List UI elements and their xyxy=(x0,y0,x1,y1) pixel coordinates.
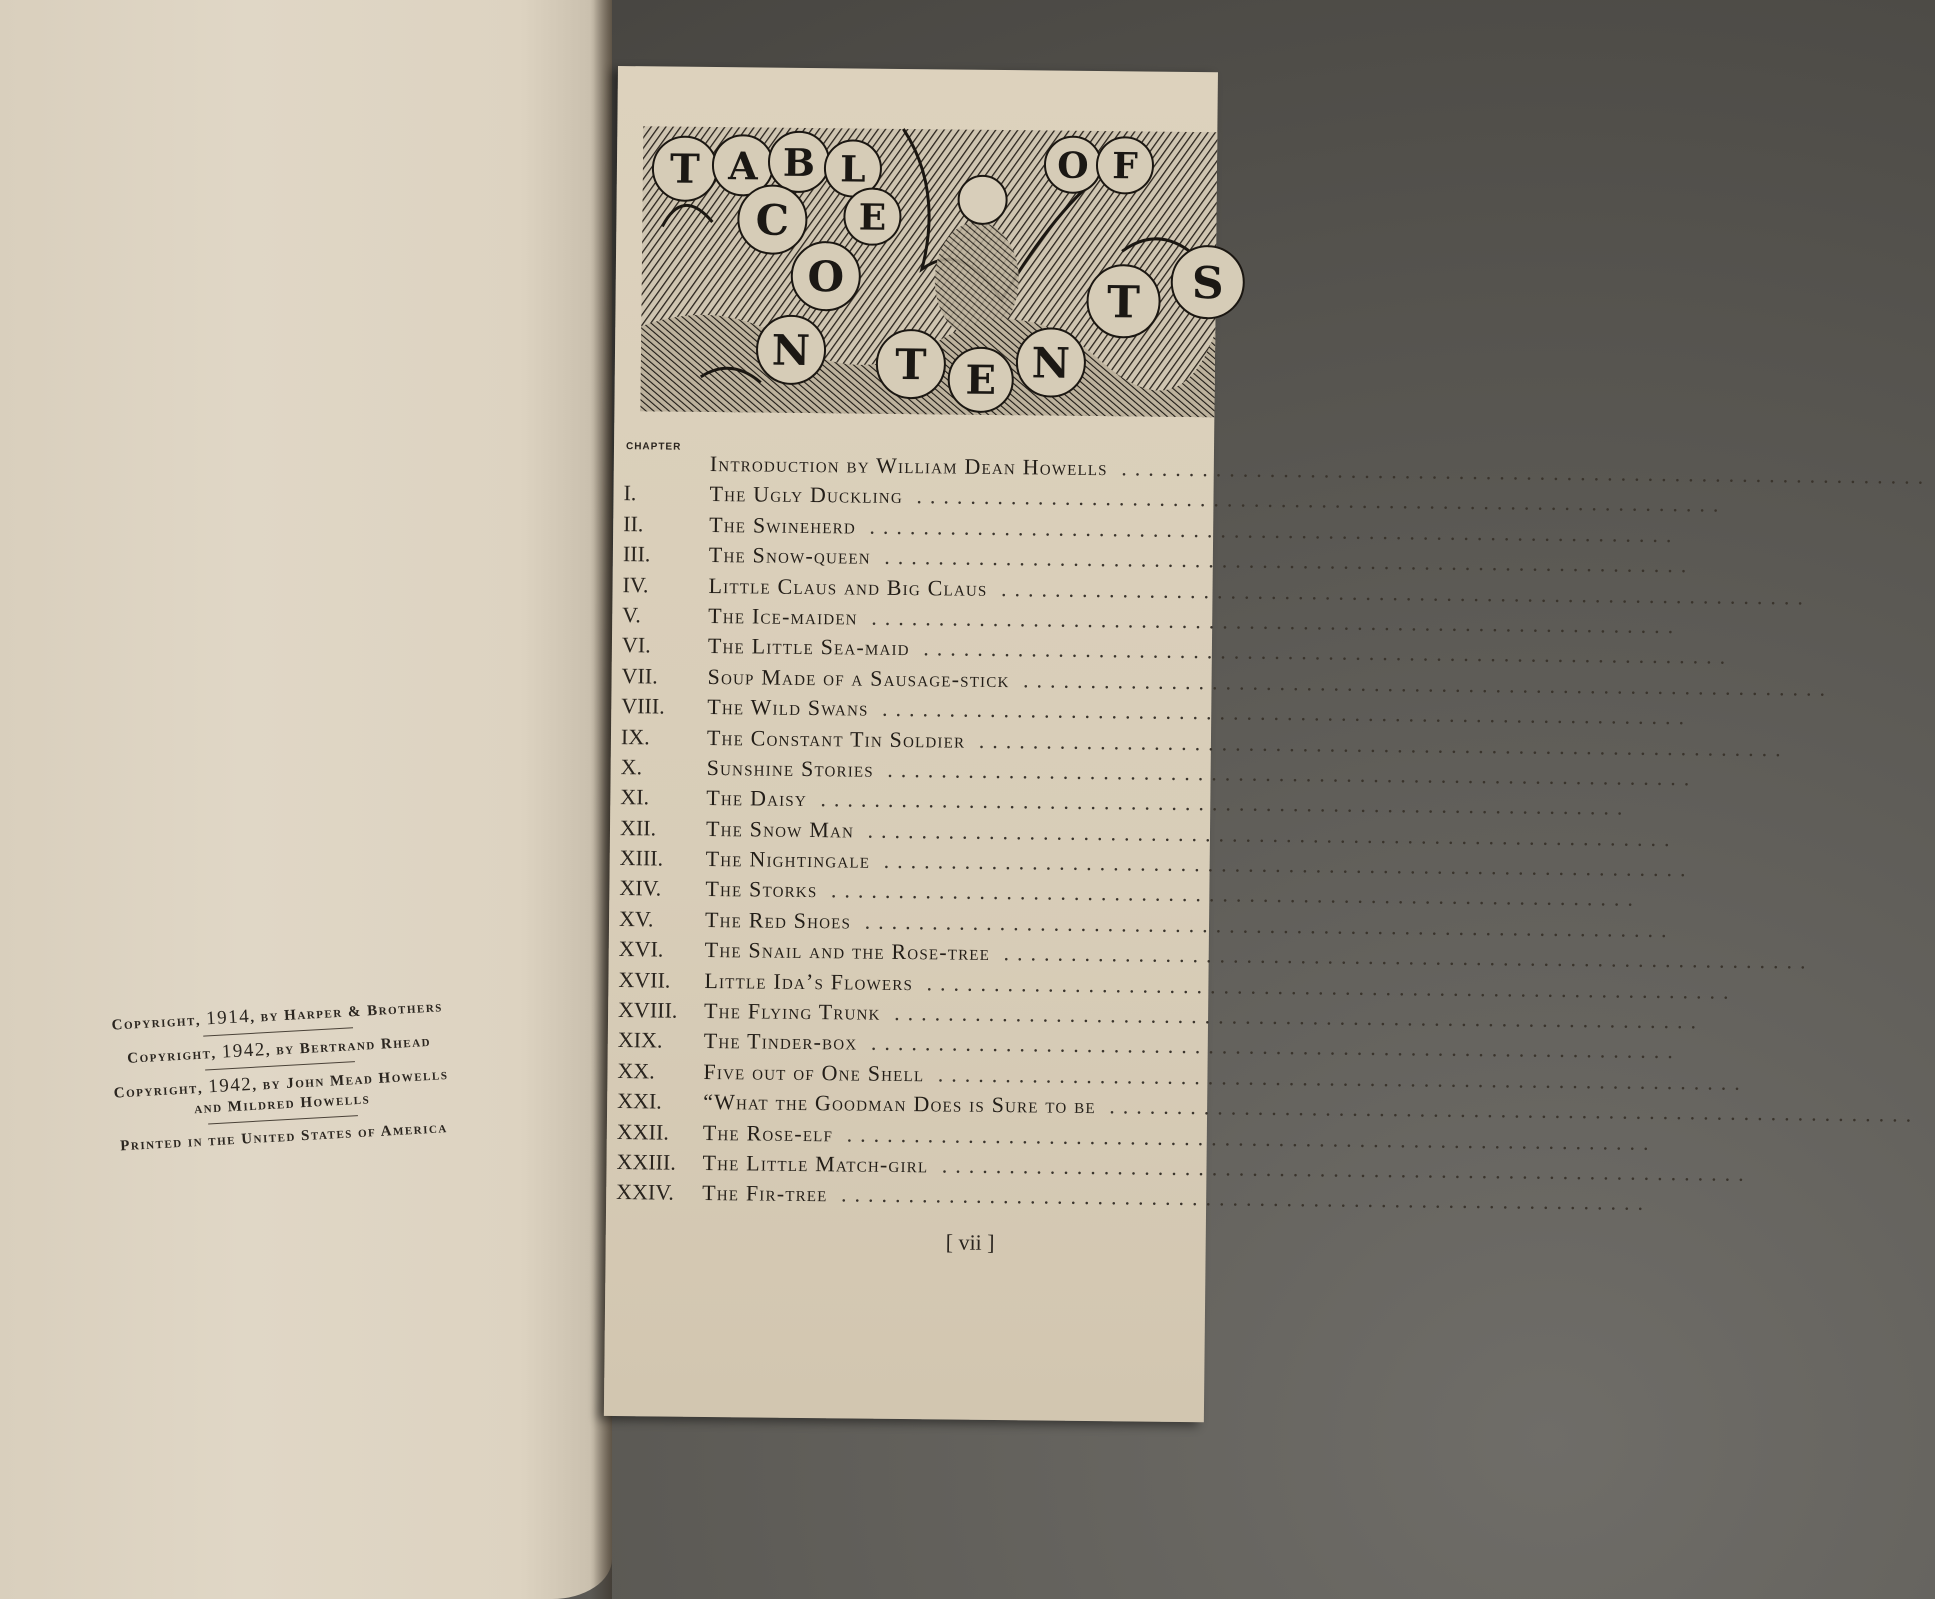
letter-disk xyxy=(844,188,901,245)
chapter-title-text: “What the Goodman Does is Sure to be xyxy=(703,1089,1096,1119)
chapter-title-text: The Constant Tin Soldier xyxy=(706,724,966,753)
leader-dots: ............................................................ xyxy=(854,817,1678,851)
leader-dots: ............................................................ xyxy=(870,847,1694,882)
chapter-number: XI. xyxy=(620,784,650,810)
left-page xyxy=(0,0,612,1599)
leader-dots: ............................................................ xyxy=(928,1152,1752,1186)
header-letter: A xyxy=(727,143,758,189)
copyright-text: Copyright, xyxy=(113,1080,209,1102)
chapter-number: IV. xyxy=(622,571,649,597)
chapter-title-text: The Storks xyxy=(705,876,818,903)
chapter-number: XII. xyxy=(619,814,657,841)
chapter-number: XVI. xyxy=(618,936,664,962)
chapter-number: XXIII. xyxy=(616,1149,676,1175)
leader-dots: ............................................................ xyxy=(1107,455,1932,489)
letter-disk xyxy=(653,136,718,201)
header-letter: C xyxy=(755,195,790,245)
chapter-title-text: The Fir-tree xyxy=(702,1180,828,1207)
letter-disk xyxy=(769,132,830,193)
header-letter: T xyxy=(1106,277,1141,329)
chapter-title-text: The Rose-elf xyxy=(702,1119,834,1146)
leader-dots: ............................................................ xyxy=(833,1120,1657,1155)
leader-dots: ............................................................ xyxy=(987,575,1812,610)
chapter-title-text: The Little Sea-maid xyxy=(707,633,910,661)
copyright-year: 1942 xyxy=(207,1073,253,1098)
chapter-number: II. xyxy=(623,510,644,537)
chapter-number: XVII. xyxy=(618,966,671,993)
chapter-title-text: The Snow-queen xyxy=(708,542,871,569)
leader-dots: ............................................................ xyxy=(1009,666,1834,701)
chapter-number: X. xyxy=(620,753,643,780)
chapter-number: XXII. xyxy=(616,1118,669,1145)
letter-disk xyxy=(1045,136,1102,193)
header-letter: T xyxy=(669,145,701,193)
copyright-holder: , by Harper & Brothers xyxy=(249,999,444,1026)
header-letter: O xyxy=(807,251,845,302)
letter-disk xyxy=(1171,246,1244,319)
chapter-title-text: The Little Match-girl xyxy=(702,1149,929,1178)
chapter-number: VII. xyxy=(621,662,658,689)
chapter-title-text: The Nightingale xyxy=(705,846,871,873)
chapter-title-text: The Flying Trunk xyxy=(703,997,881,1025)
leader-dots: ............................................................ xyxy=(1095,1093,1920,1127)
letter-disk xyxy=(948,347,1013,412)
chapter-number: VIII. xyxy=(621,693,665,719)
header-letter: F xyxy=(1111,145,1138,188)
chapter-column-label: CHAPTER xyxy=(625,441,682,453)
copyright-holder: , by John Mead Howells xyxy=(251,1066,449,1094)
leader-dots: ............................................................ xyxy=(965,727,1789,761)
leader-dots: ............................................................ xyxy=(868,695,1693,730)
copyright-holder: , by Bertrand Rhead xyxy=(265,1033,432,1060)
header-letter: T xyxy=(895,339,927,390)
letter-disk xyxy=(1087,265,1160,338)
chapter-title xyxy=(702,1180,1652,1216)
chapter-number: III. xyxy=(622,541,651,567)
toc-entry xyxy=(616,1175,1652,1216)
chapter-number: XVIII. xyxy=(617,997,678,1023)
chapter-title-text: The Ugly Duckling xyxy=(709,481,904,509)
chapter-number: XXIV. xyxy=(616,1179,674,1206)
chapter-number: IX. xyxy=(620,723,650,749)
leader-dots: ............................................................ xyxy=(909,635,1734,670)
leader-dots: ............................................................ xyxy=(855,513,1680,547)
copyright-text: and Mildred Howells xyxy=(193,1091,371,1118)
table-of-contents-list xyxy=(616,446,1932,1216)
header-letter: E xyxy=(965,356,997,404)
letter-disk xyxy=(738,185,807,254)
copyright-block xyxy=(52,993,509,1160)
header-letter: L xyxy=(840,148,866,191)
header-letter: B xyxy=(782,139,816,186)
chapter-title-text: The Snow Man xyxy=(705,815,855,843)
leader-dots: ............................................................ xyxy=(902,483,1727,518)
chapter-number: XIX. xyxy=(617,1027,663,1053)
leader-dots: ............................................................ xyxy=(924,1061,1748,1095)
letter-disk xyxy=(1097,137,1154,194)
letter-disk xyxy=(757,315,826,384)
chapter-title-text: Five out of One Shell xyxy=(703,1058,925,1087)
chapter-title-text: The Swineherd xyxy=(709,511,857,539)
header-engraving xyxy=(640,126,1224,417)
chapter-number: XIV. xyxy=(619,875,662,901)
leader-dots: ............................................................ xyxy=(857,604,1682,639)
letter-disk xyxy=(877,330,946,399)
leader-dots: ............................................................ xyxy=(806,786,1631,820)
leader-dots: ............................................................ xyxy=(873,756,1698,791)
chapter-title-text: Soup Made of a Sausage-stick xyxy=(707,663,1010,692)
header-letter: N xyxy=(1031,338,1071,388)
leader-dots: ............................................................ xyxy=(817,877,1642,912)
chapter-number: VI. xyxy=(621,632,651,658)
chapter-title-text: Little Ida’s Flowers xyxy=(704,967,914,995)
letter-disk xyxy=(791,242,860,311)
leader-dots: ............................................................ xyxy=(989,940,1814,974)
chapter-title-text: Introduction by William Dean Howells xyxy=(709,450,1108,481)
chapter-title-text: Sunshine Stories xyxy=(706,754,875,782)
printed-in-text: Printed in the United States of America xyxy=(119,1120,449,1155)
leader-dots: ............................................................ xyxy=(851,908,1675,942)
chapter-title-text: The Wild Swans xyxy=(707,694,869,721)
leader-dots: ............................................................ xyxy=(870,543,1695,578)
header-letter: S xyxy=(1191,258,1224,310)
copyright-text: Copyright, xyxy=(126,1045,223,1067)
page-number: [ vii ] xyxy=(945,1229,995,1256)
chapter-number: V. xyxy=(622,602,641,628)
header-letter: E xyxy=(858,196,887,239)
leader-dots: ............................................................ xyxy=(827,1181,1652,1216)
chapter-title-text: The Tinder-box xyxy=(703,1028,858,1055)
leader-dots: ............................................................ xyxy=(857,1029,1681,1064)
chapter-number: XV. xyxy=(618,905,654,932)
header-letter: O xyxy=(1057,144,1089,187)
chapter-number: I. xyxy=(623,480,637,506)
table-of-contents-header-illustration xyxy=(640,126,1224,417)
leader-dots: ............................................................ xyxy=(880,999,1705,1034)
chapter-title-text: The Red Shoes xyxy=(704,906,852,934)
right-page xyxy=(604,66,1932,1422)
copyright-year: 1914 xyxy=(205,1005,251,1030)
copyright-year: 1942 xyxy=(221,1039,267,1063)
chapter-number: XXI. xyxy=(617,1088,662,1114)
leader-dots: ............................................................ xyxy=(912,969,1737,1004)
chapter-number: XIII. xyxy=(619,845,664,871)
chapter-title-text: The Daisy xyxy=(706,785,808,812)
copyright-text: Copyright, xyxy=(111,1012,207,1034)
chapter-number: XX. xyxy=(617,1057,655,1084)
chapter-title-text: The Ice-maiden xyxy=(708,602,858,630)
letter-disk xyxy=(1017,328,1086,397)
chapter-title-text: Little Claus and Big Claus xyxy=(708,572,988,601)
chapter-title-text: The Snail and the Rose-tree xyxy=(704,937,991,966)
header-letter: N xyxy=(771,325,811,376)
